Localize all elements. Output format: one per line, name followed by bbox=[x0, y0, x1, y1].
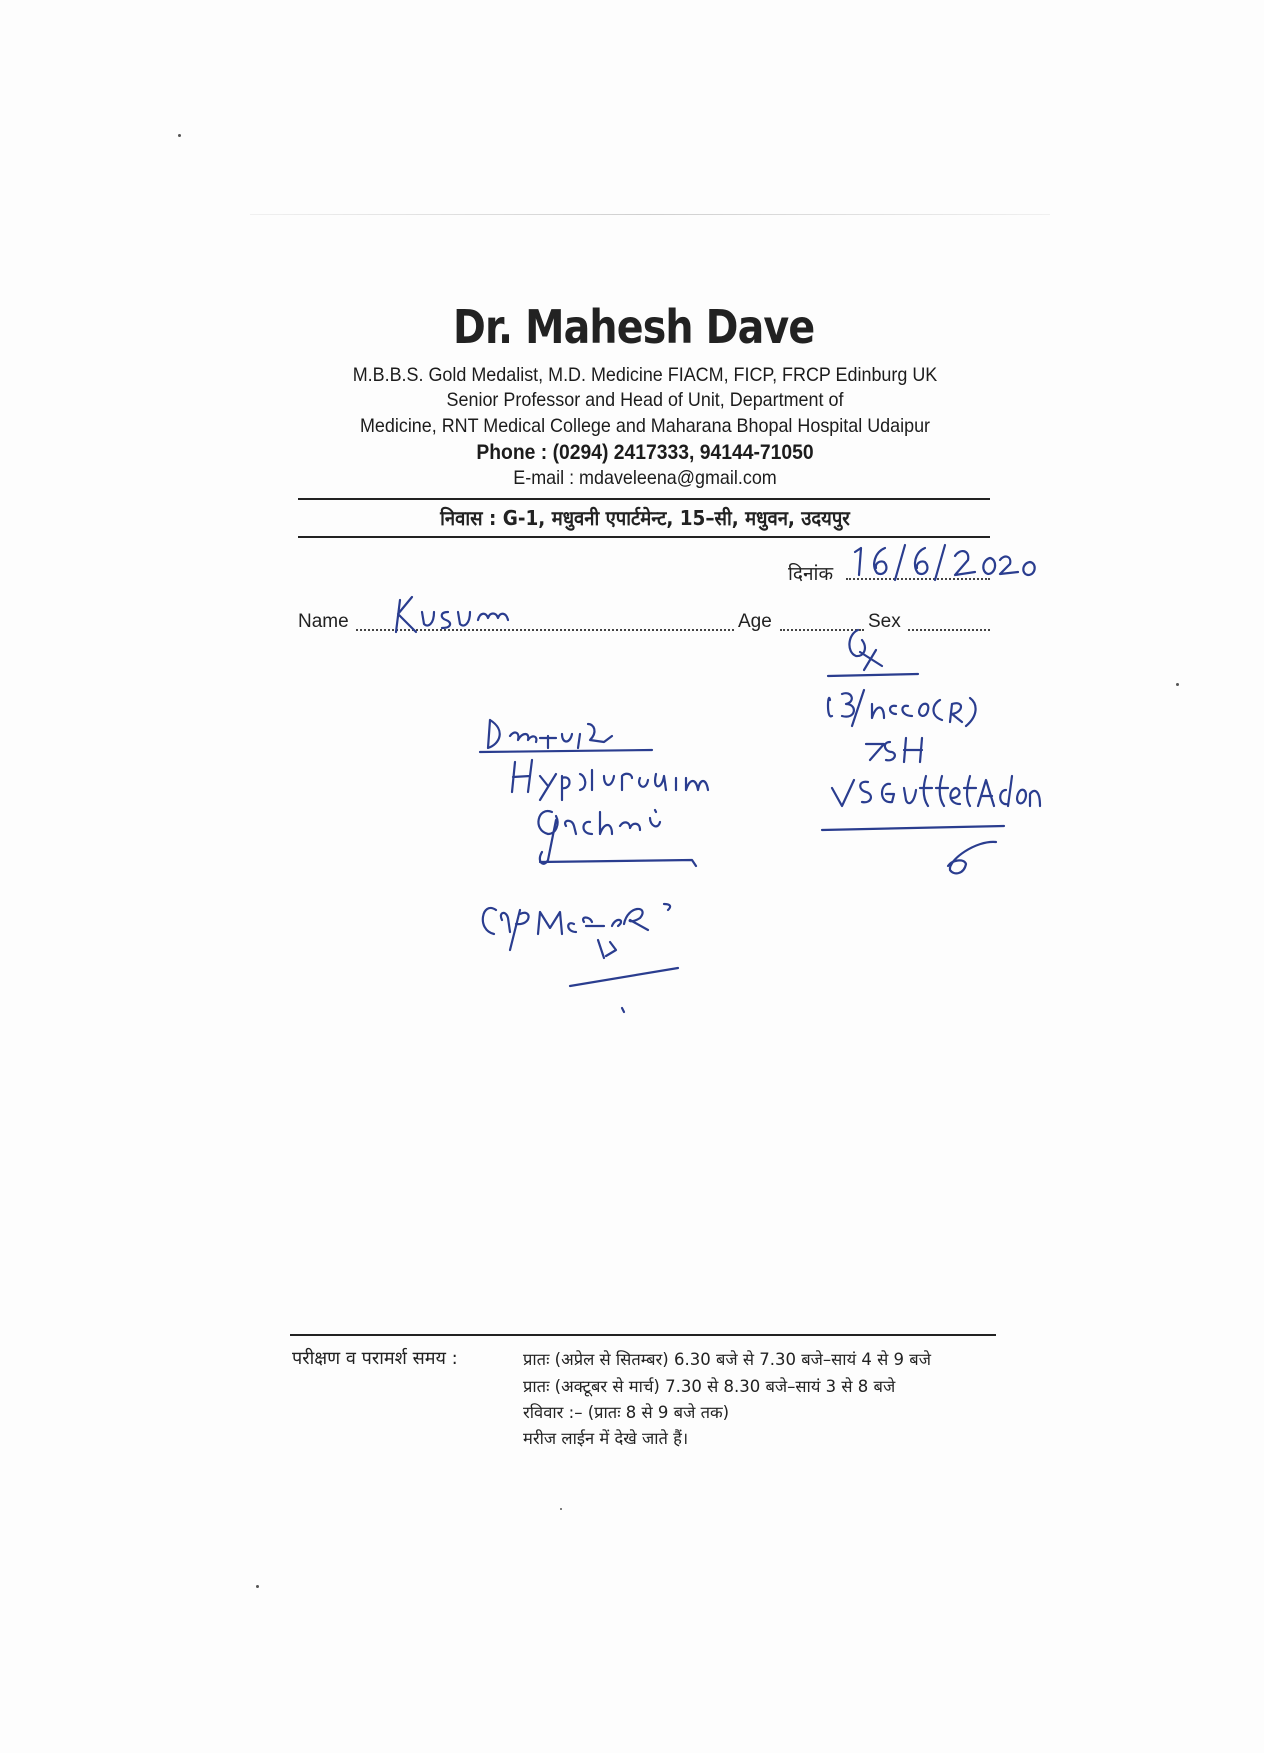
hours-line-summer: प्रातः (अप्रेल से सितम्बर) 6.30 बजे से 7.30 बजे–सायं 4 से 9 बजे bbox=[523, 1350, 931, 1369]
phone-numbers: Phone : (0294) 2417333, 94144-71050 bbox=[476, 441, 814, 464]
scan-speck bbox=[1176, 683, 1179, 686]
hours-line-queue-note: मरीज लाईन में देखे जाते हैं। bbox=[523, 1429, 689, 1448]
position-line-1: Senior Professor and Head of Unit, Department of bbox=[446, 389, 844, 411]
position-line-2: Medicine, RNT Medical College and Maharana Bhopal Hospital Udaipur bbox=[359, 415, 931, 437]
handwritten-date bbox=[855, 545, 1035, 580]
scan-speck bbox=[178, 134, 181, 137]
sex-label: Sex bbox=[868, 611, 901, 632]
consultation-hours-label: परीक्षण व परामर्श समय : bbox=[292, 1348, 458, 1369]
name-label: Name bbox=[298, 611, 349, 632]
doctor-name: Dr. Mahesh Dave bbox=[453, 300, 815, 354]
date-label: दिनांक bbox=[788, 564, 834, 585]
email-address: E-mail : mdaveleena@gmail.com bbox=[513, 467, 777, 489]
handwritten-investigations bbox=[822, 690, 1040, 873]
handwritten-name bbox=[396, 597, 508, 632]
hours-line-sunday: रविवार :– (प्रातः 8 से 9 बजे तक) bbox=[523, 1403, 730, 1422]
scan-speck bbox=[560, 1508, 562, 1510]
handwritten-rx bbox=[828, 630, 918, 676]
age-label: Age bbox=[738, 611, 772, 632]
handwritten-diagnosis bbox=[480, 720, 708, 866]
scan-speck bbox=[256, 1585, 259, 1588]
footer-rule bbox=[290, 1334, 996, 1336]
qualifications: M.B.B.S. Gold Medalist, M.D. Medicine FIACM, FICP, FRCP Edinburg UK bbox=[352, 364, 938, 386]
residence-address: निवास : G-1, मधुवनी एपार्टमेन्ट, 15–सी, मधुवन, उदयपुर bbox=[440, 506, 850, 530]
hours-line-winter: प्रातः (अक्टूबर से मार्च) 7.30 से 8.30 बजे–सायं 3 से 8 बजे bbox=[523, 1377, 896, 1396]
handwritten-prescription bbox=[483, 904, 678, 1012]
